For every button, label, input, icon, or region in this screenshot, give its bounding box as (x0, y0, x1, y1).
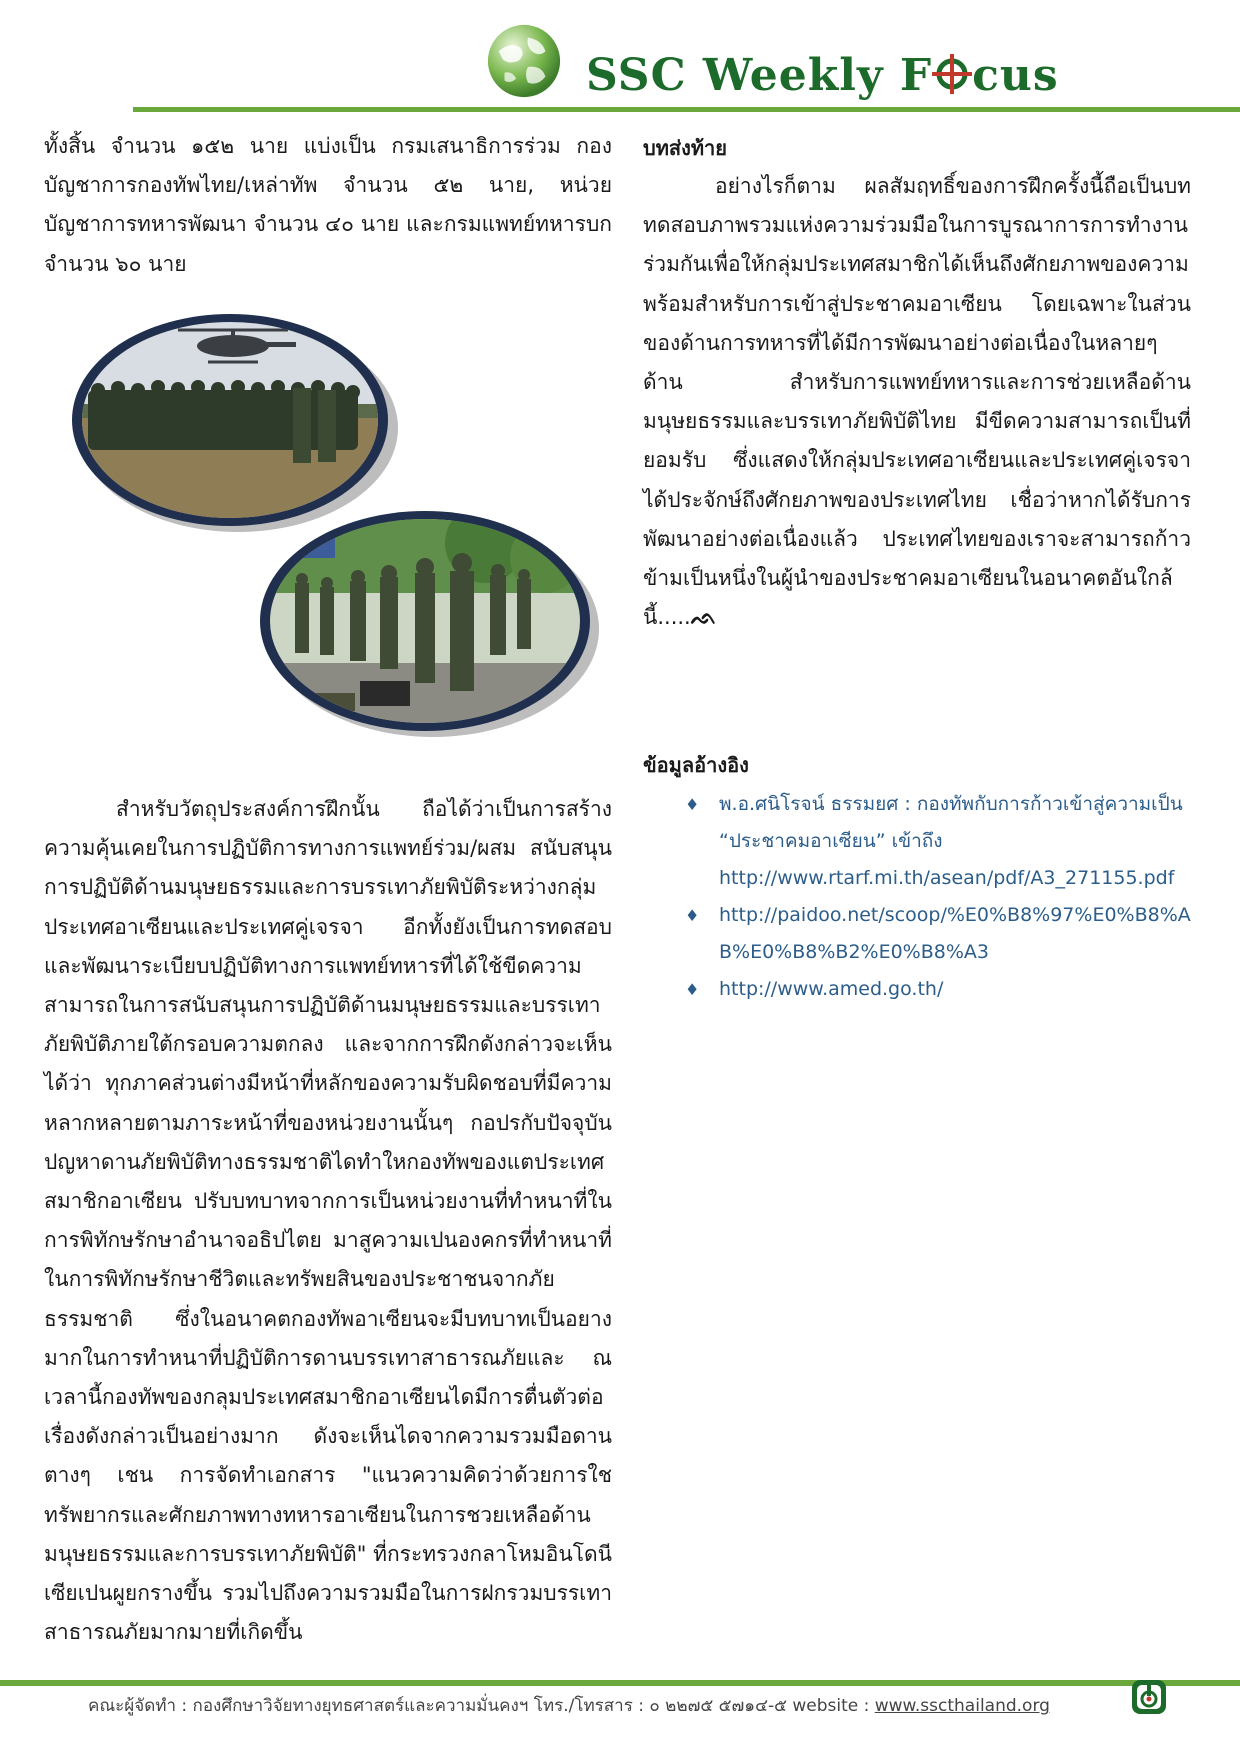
reference-text: พ.อ.ศนิโรจน์ ธรรมยศ : กองทัพกับการก้าวเข้าสู่ความเป็น “ประชาคมอาเซียน” เข้าถึง http://www.rtarf.mi.th/asean/pdf/A3_271155.pdf (719, 793, 1183, 889)
conclusion-text: อย่างไรก็ตาม ผลสัมฤทธิ์ของการฝึกครั้งนี้ถือเป็นบททดสอบภาพรวมแห่งความร่วมมือในการบูรณาการการทำงานร่วมกันเพื่อให้กลุ่มประเทศสมาชิกได้เห็นถึงศักยภาพของความพร้อมสำหรับการเข้าสู่ประชาคมอาเซียน โดยเฉพาะในส่วนของด้านการทหารที่ได้มีการพัฒนาอย่างต่อเนื่องในหลายๆ ด้าน สำหรับการแพทย์ทหารและการช่วยเหลือด้านมนุษยธรรมและบรรเทาภัยพิบัติไทย มีขีดความสามารถเป็นที่ยอมรับ ซึ่งแสดงให้กลุ่มประเทศอาเซียนและประเทศคู่เจรจา ได้ประจักษ์ถึงศักยภาพของประเทศไทย เชื่อว่าหากได้รับการพัฒนาอย่างต่อเนื่องแล้ว ประเทศไทยของเราจะสามารถก้าวข้ามเป็นหนึ่งในผู้นำของประชาคมอาเซียนในอนาคตอันใกล้นี้..... (643, 174, 1191, 630)
crosshair-target-icon (932, 54, 972, 94)
footer-divider (0, 1680, 1240, 1686)
brand-title-part-2: cus (972, 50, 1059, 101)
references-list (643, 786, 1203, 1008)
reference-link[interactable]: http://paidoo.net/scoop/%E0%B8%97%E0%B8%AB%E0%B8%B2%E0%B8%A3 (719, 904, 1191, 963)
globe-logo-icon (485, 22, 563, 100)
soldiers-formation-photo (255, 503, 600, 743)
footer-text: คณะผู้จัดทำ : กองศึกษาวิจัยทางยุทธศาสตร์และความมั่นคงฯ โทร./โทรสาร : ๐ ๒๒๗๕ ๕๗๑๔-๕ website : (88, 1696, 875, 1716)
footer-credits (88, 1692, 1050, 1719)
intro-paragraph: ทั้งสิ้น จำนวน ๑๕๒ นาย แบ่งเป็น กรมเสนาธิการร่วม กองบัญชาการกองทัพไทย/เหล่าทัพ จำนวน ๕๒ นาย, หน่วยบัญชาการทหารพัฒนา จำนวน ๔๐ นาย และกรมแพทย์ทหารบก จำนวน ๖๐ นาย (44, 134, 612, 276)
reference-item[interactable] (643, 897, 1203, 971)
header-divider (133, 107, 1240, 112)
diamond-bullet-icon: ♦ (685, 906, 700, 925)
conclusion-paragraph (643, 167, 1191, 637)
body-paragraph: สำหรับวัตถุประสงค์การฝึกนั้น ถือได้ว่าเป็นการสร้างความคุ้นเคยในการปฏิบัติการทางการแพทย์ร่วม/ผสม สนับสนุนการปฏิบัติด้านมนุษยธรรมและการบรรเทาภัยพิบัติระหว่างกลุ่มประเทศอาเซียนและประเทศคู่เจรจา อีกทั้งยังเป็นการทดสอบและพัฒนาระเบียบปฏิบัติทางการแพทย์ทหารที่ได้ใช้ขีดความสามารถในการสนับสนุนการปฏิบัติด้านมนุษยธรรมและบรรเทาภัยพิบัติภายใต้กรอบความตกลง และจากการฝึกดังกล่าวจะเห็นได้ว่า ทุกภาคส่วนต่างมีหน้าที่หลักของความรับผิดชอบที่มีความหลากหลายตามภาระหน้าที่ของหน่วยงานนั้นๆ กอปรกับปัจจุบัน ปญหาดานภัยพิบัติทางธรรมชาติไดทำใหกองทัพของแตประเทศสมาชิกอาเซียน ปรับบทบาทจากการเป็นหน่วยงานที่ทำหนาที่ในการพิทักษรักษาอำนาจอธิปไตย มาสูความเปนองคกรที่ทำหนาที่ในการพิทักษรักษาชีวิตและทรัพยสินของประชาชนจากภัยธรรมชาติ ซึ่งในอนาคตกองทัพอาเซียนจะมีบทบาทเป็นอยางมากในการทำหนาที่ปฏิบัติการดานบรรเทาสาธารณภัยและ ณ เวลานี้กองทัพของกลุมประเทศสมาชิกอาเซียนไดมีการตื่นตัวต่อเรื่องดังกล่าวเป็นอย่างมาก ดังจะเห็นไดจากความรวมมือดานตางๆ เชน การจัดทำเอกสาร "แนวความคิดว่าด้วยการใชทรัพยากรและศักยภาพทางทหารอาเซียนในการชวยเหลือด้านมนุษยธรรมและการบรรเทาภัยพิบัติ" ที่กระทรวงกลาโหมอินโดนีเซียเปนผูยกรางขึ้น รวมไปถึงความรวมมือในการฝกรวมบรรเทาสาธารณภัยมากมายที่เกิดขึ้น (44, 797, 612, 1645)
references-heading: ข้อมูลอ้างอิง (643, 753, 749, 777)
right-column-conclusion (643, 127, 1191, 637)
diamond-bullet-icon: ♦ (685, 980, 700, 999)
left-column-body (44, 790, 612, 1652)
end-mark: ᨒ (690, 605, 717, 630)
reference-item[interactable] (643, 786, 1203, 897)
website-link[interactable]: www.sscthailand.org (874, 1696, 1050, 1716)
brand-title-part-1: SSC Weekly F (586, 50, 933, 101)
left-column-intro (44, 127, 612, 284)
conclusion-heading: บทส่งท้าย (643, 136, 727, 160)
diamond-bullet-icon: ♦ (685, 795, 700, 814)
reference-link[interactable]: http://www.amed.go.th/ (719, 978, 944, 1000)
reference-item[interactable] (643, 971, 1203, 1008)
brand-title (586, 50, 1059, 101)
page-header (0, 0, 1240, 120)
ssc-emblem-icon (1130, 1678, 1168, 1716)
references-section (643, 750, 1203, 1008)
